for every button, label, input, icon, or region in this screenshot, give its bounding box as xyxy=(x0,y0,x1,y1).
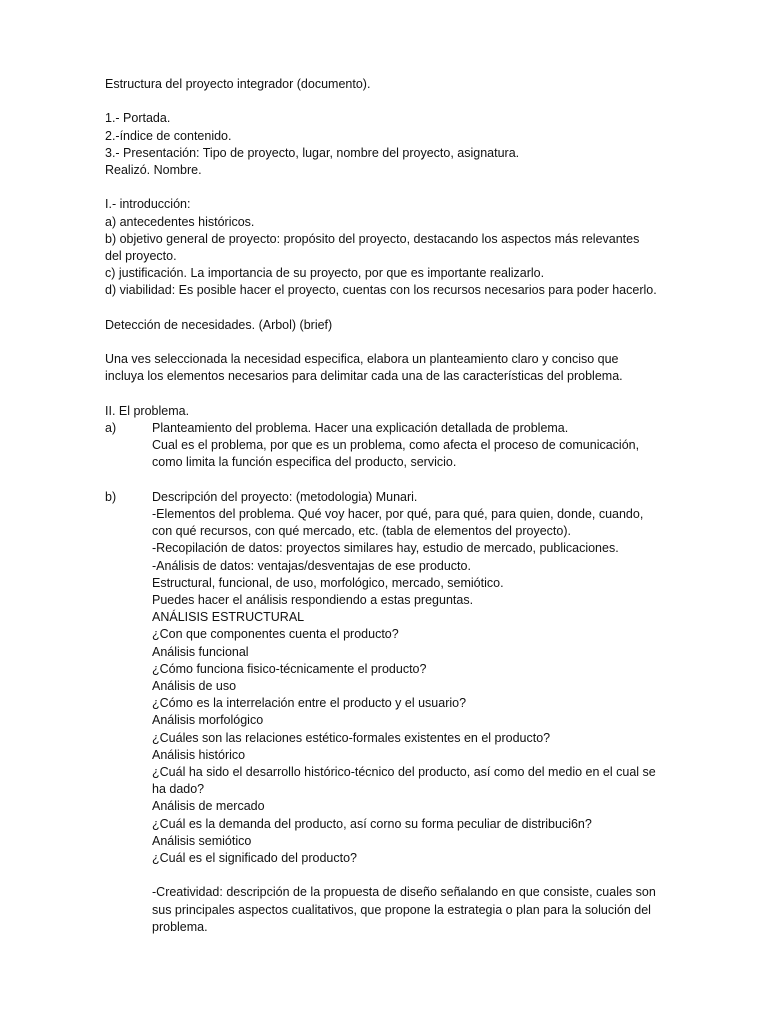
intro-line: del proyecto. xyxy=(105,249,177,263)
paragraph-line: incluya los elementos necesarios para delimitar cada una de las características del problema. xyxy=(105,369,623,384)
spacer xyxy=(105,300,685,317)
spacer xyxy=(105,472,685,489)
list-item: 3.- Presentación: Tipo de proyecto, lugar, nombre del proyecto, asignatura. xyxy=(105,145,520,160)
item-line: ¿Con que componentes cuenta el producto? xyxy=(152,627,399,642)
spacer xyxy=(105,334,685,351)
creativity-line: -Creatividad: descripción de la propuesta de diseño señalando en que consiste, cuales son xyxy=(152,885,656,900)
list-item: Realizó. Nombre. xyxy=(105,163,202,177)
item-line: Análisis de mercado xyxy=(152,799,265,814)
intro-line: b) objetivo general de proyecto: propósito del proyecto, destacando los aspectos más relevantes xyxy=(105,231,640,246)
item-line: ¿Cuál es la demanda del producto, así corno su forma peculiar de distribuci6n? xyxy=(152,816,592,831)
item-line: ¿Cuál es el significado del producto? xyxy=(152,851,357,866)
document-title: Estructura del proyecto integrador (documento). xyxy=(105,77,371,91)
paragraph-line: Una ves seleccionada la necesidad especifica, elabora un planteamiento claro y conciso que xyxy=(105,352,619,367)
problem-item-a xyxy=(105,420,685,472)
item-line: Análisis de uso xyxy=(152,679,237,694)
problem-section xyxy=(105,403,685,936)
item-line: -Análisis de datos: ventajas/desventajas de ese producto. xyxy=(152,558,471,573)
intro-line: d) viabilidad: Es posible hacer el proyecto, cuentas con los recursos necesarios para poder hacerlo. xyxy=(105,283,657,298)
item-body xyxy=(152,420,685,472)
item-line: Análisis histórico xyxy=(152,747,246,762)
item-line: ¿Cuáles son las relaciones estético-formales existentes en el producto? xyxy=(152,730,551,745)
spacer xyxy=(105,93,685,110)
item-marker: a) xyxy=(105,420,117,435)
problem-item-b xyxy=(105,489,685,936)
item-line: Estructural, funcional, de uso, morfológico, mercado, semiótico. xyxy=(152,575,504,590)
creativity-line: sus principales aspectos cualitativos, que propone la estrategia o plan para la solución del xyxy=(152,902,651,917)
problem-heading: II. El problema. xyxy=(105,403,190,418)
item-line: -Recopilación de datos: proyectos similares hay, estudio de mercado, publicaciones. xyxy=(152,541,619,556)
item-marker: b) xyxy=(105,489,117,504)
intro-line: c) justificación. La importancia de su proyecto, por que es importante realizarlo. xyxy=(105,266,545,281)
item-line: con qué recursos, con qué mercado, etc. (tabla de elementos del proyecto). xyxy=(152,524,571,539)
item-line: Puedes hacer el análisis respondiendo a estas preguntas. xyxy=(152,593,474,607)
item-line: ¿Cuál ha sido el desarrollo histórico-técnico del producto, así como del medio en el cual se xyxy=(152,765,656,780)
item-line: Análisis semiótico xyxy=(152,833,252,848)
cover-list xyxy=(105,110,685,179)
spacer xyxy=(105,386,685,403)
item-line: como limita la función especifica del producto, servicio. xyxy=(152,455,457,470)
detection-line: Detección de necesidades. (Arbol) (brief) xyxy=(105,317,333,332)
intro-heading: I.- introducción: xyxy=(105,197,191,212)
list-item: 2.-índice de contenido. xyxy=(105,128,232,143)
intro-section xyxy=(105,196,685,299)
item-line: ¿Cómo es la interrelación entre el producto y el usuario? xyxy=(152,696,467,711)
intro-line: a) antecedentes históricos. xyxy=(105,214,255,229)
item-line: Planteamiento del problema. Hacer una explicación detallada de problema. xyxy=(152,420,569,435)
item-body xyxy=(152,489,685,936)
creativity-line: problema. xyxy=(152,919,208,934)
list-item: 1.- Portada. xyxy=(105,111,171,126)
item-line: -Elementos del problema. Qué voy hacer, por qué, para qué, para quien, donde, cuando, xyxy=(152,506,644,521)
item-line: Análisis funcional xyxy=(152,644,249,659)
selection-paragraph xyxy=(105,351,685,385)
document-body xyxy=(105,76,685,936)
item-line: ¿Cómo funciona fisico-técnicamente el producto? xyxy=(152,661,427,676)
item-line: Cual es el problema, por que es un problema, como afecta el proceso de comunicación, xyxy=(152,438,640,453)
item-line: Análisis morfológico xyxy=(152,713,264,728)
item-line: Descripción del proyecto: (metodologia) Munari. xyxy=(152,489,418,504)
spacer xyxy=(152,867,685,884)
item-line: ha dado? xyxy=(152,782,205,797)
spacer xyxy=(105,179,685,196)
item-line: ANÁLISIS ESTRUCTURAL xyxy=(152,610,305,625)
